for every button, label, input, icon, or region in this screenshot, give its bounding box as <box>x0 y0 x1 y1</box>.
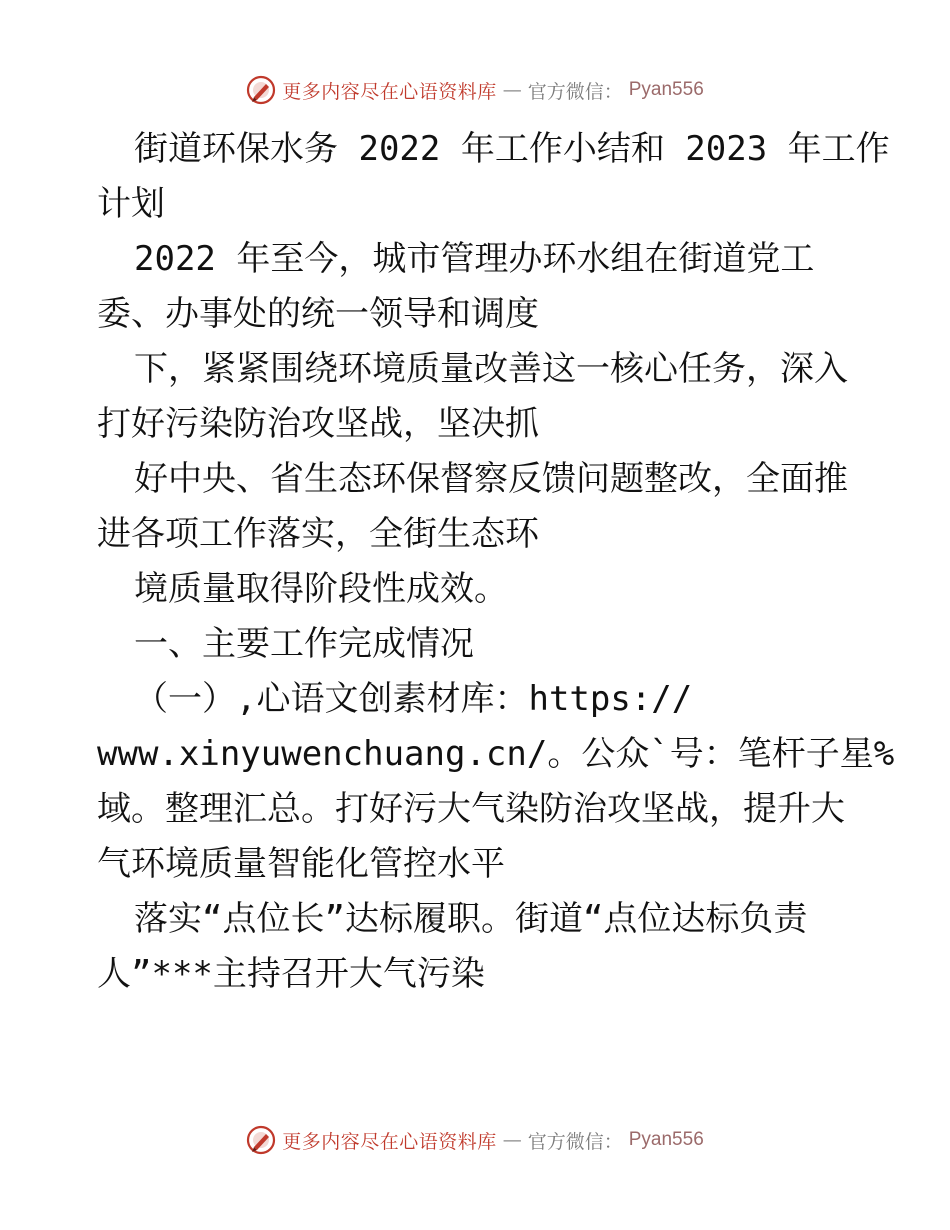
footer-banner-content[interactable] <box>246 1125 704 1155</box>
doc-paragraph-line: 人”***主持召开大气污染 <box>97 954 485 994</box>
doc-title-line-1: 街道环保水务 2022 年工作小结和 2023 年工作 <box>134 129 890 169</box>
header-banner-text: 更多内容尽在心语资料库 <box>282 80 497 103</box>
pen-logo-icon <box>246 75 276 105</box>
header-banner-content[interactable] <box>246 75 704 105</box>
doc-paragraph-line: 委、办事处的统一领导和调度 <box>97 294 539 334</box>
doc-paragraph-line: 打好污染防治攻坚战，坚决抓 <box>97 404 539 444</box>
pen-logo-icon <box>246 1125 276 1155</box>
doc-paragraph-line: 域。整理汇总。打好污大气染防治攻坚战，提升大 <box>97 789 845 829</box>
header-wechat-label: 官方微信： <box>527 80 623 103</box>
doc-paragraph-line: 进各项工作落实，全街生态环 <box>97 514 539 554</box>
document-body <box>97 122 895 1002</box>
footer-wechat-label: 官方微信： <box>527 1130 623 1153</box>
footer-banner-separator: — <box>502 1129 522 1151</box>
doc-paragraph-line: （一）,心语文创素材库：https:// <box>134 679 693 719</box>
doc-paragraph-line: 气环境质量智能化管控水平 <box>97 844 505 884</box>
footer-banner <box>0 1120 950 1160</box>
doc-paragraph-line: 境质量取得阶段性成效。 <box>134 569 508 609</box>
doc-paragraph-line: 落实“点位长”达标履职。街道“点位达标负责 <box>134 899 808 939</box>
footer-wechat-id: Pyan556 <box>628 1129 704 1150</box>
doc-paragraph-line: 好中央、省生态环保督察反馈问题整改，全面推 <box>134 459 848 499</box>
footer-banner-text: 更多内容尽在心语资料库 <box>282 1130 497 1153</box>
header-banner <box>0 70 950 110</box>
header-banner-separator: — <box>502 79 522 101</box>
doc-title-line-2: 计划 <box>97 184 165 224</box>
doc-paragraph-line: www.xinyuwenchuang.cn/。公众`号：笔杆子星% <box>97 734 895 774</box>
doc-paragraph-line: 2022 年至今，城市管理办环水组在街道党工 <box>134 239 815 279</box>
section-heading: 一、主要工作完成情况 <box>134 624 474 664</box>
doc-paragraph-line: 下，紧紧围绕环境质量改善这一核心任务，深入 <box>134 349 848 389</box>
header-wechat-id: Pyan556 <box>628 79 704 100</box>
